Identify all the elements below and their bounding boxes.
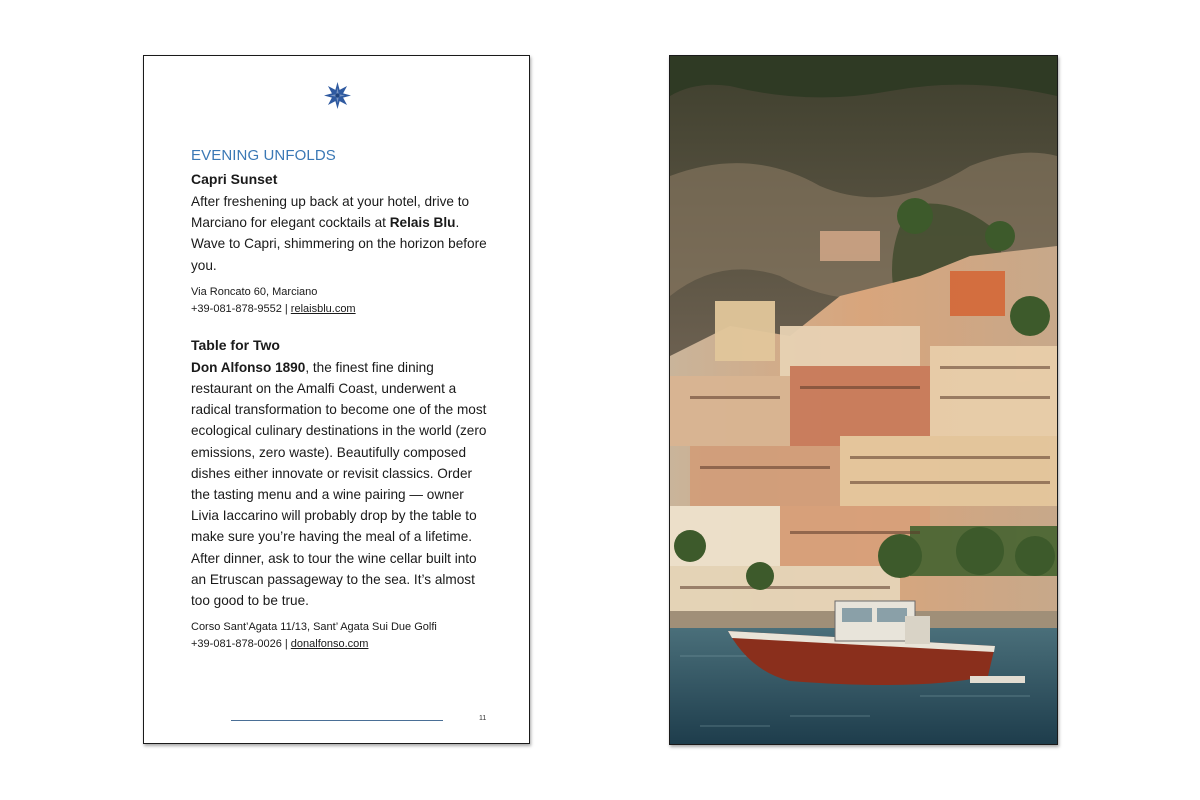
venue-don-alfonso: Don Alfonso 1890 [191, 359, 306, 375]
venue-relais-blu: Relais Blu [389, 215, 456, 231]
address-text: Via Roncato 60, Marciano [191, 285, 318, 298]
website-link-donalfonso[interactable]: donalfonso.com [290, 638, 369, 651]
positano-coast-boat-photo [670, 56, 1057, 744]
article-content [191, 146, 491, 653]
footer-rule [231, 720, 443, 721]
entry-contact-table-for-two [191, 619, 491, 653]
entry-title-capri-sunset: Capri Sunset [191, 171, 278, 187]
entry-body-table-for-two: Don Alfonso 1890, the finest fine dining restaurant on the Amalfi Coast, underwent a radical transformation to become one of the most ecological culinary destinations in the world (zero emissions, zero waste). Beautifully composed dishes either innovate or revisit classics. Order the tasting menu and a wine pairing — owner Livia Iaccarino will probably drop by the table to make sure you’re having the meal of a lifetime. After dinner, ask to tour the wine cellar built into an Etruscan passageway to the sea. It’s almost too good to be true. [191, 359, 487, 609]
left-page [143, 55, 530, 744]
phone-text: +39-081-878-9552 | [191, 302, 291, 315]
section-label: EVENING UNFOLDS [191, 147, 336, 164]
entry-contact-capri-sunset [191, 284, 491, 318]
website-link-relaisblu[interactable]: relaisblu.com [290, 302, 356, 315]
page-number: 11 [479, 715, 487, 722]
entry-title-table-for-two: Table for Two [191, 336, 280, 353]
right-page-photo [669, 55, 1058, 745]
entry-body-capri-sunset: After freshening up back at your hotel, drive to Marciano for elegant cocktails at Relais Blu. Wave to Capri, shimmering on the horizon before you. [191, 194, 487, 273]
compass-star-icon [324, 82, 351, 109]
address-text: Corso Sant’Agata 11/13, Sant’ Agata Sui Due Golfi [191, 621, 437, 634]
phone-text: +39-081-878-0026 | [191, 638, 291, 651]
